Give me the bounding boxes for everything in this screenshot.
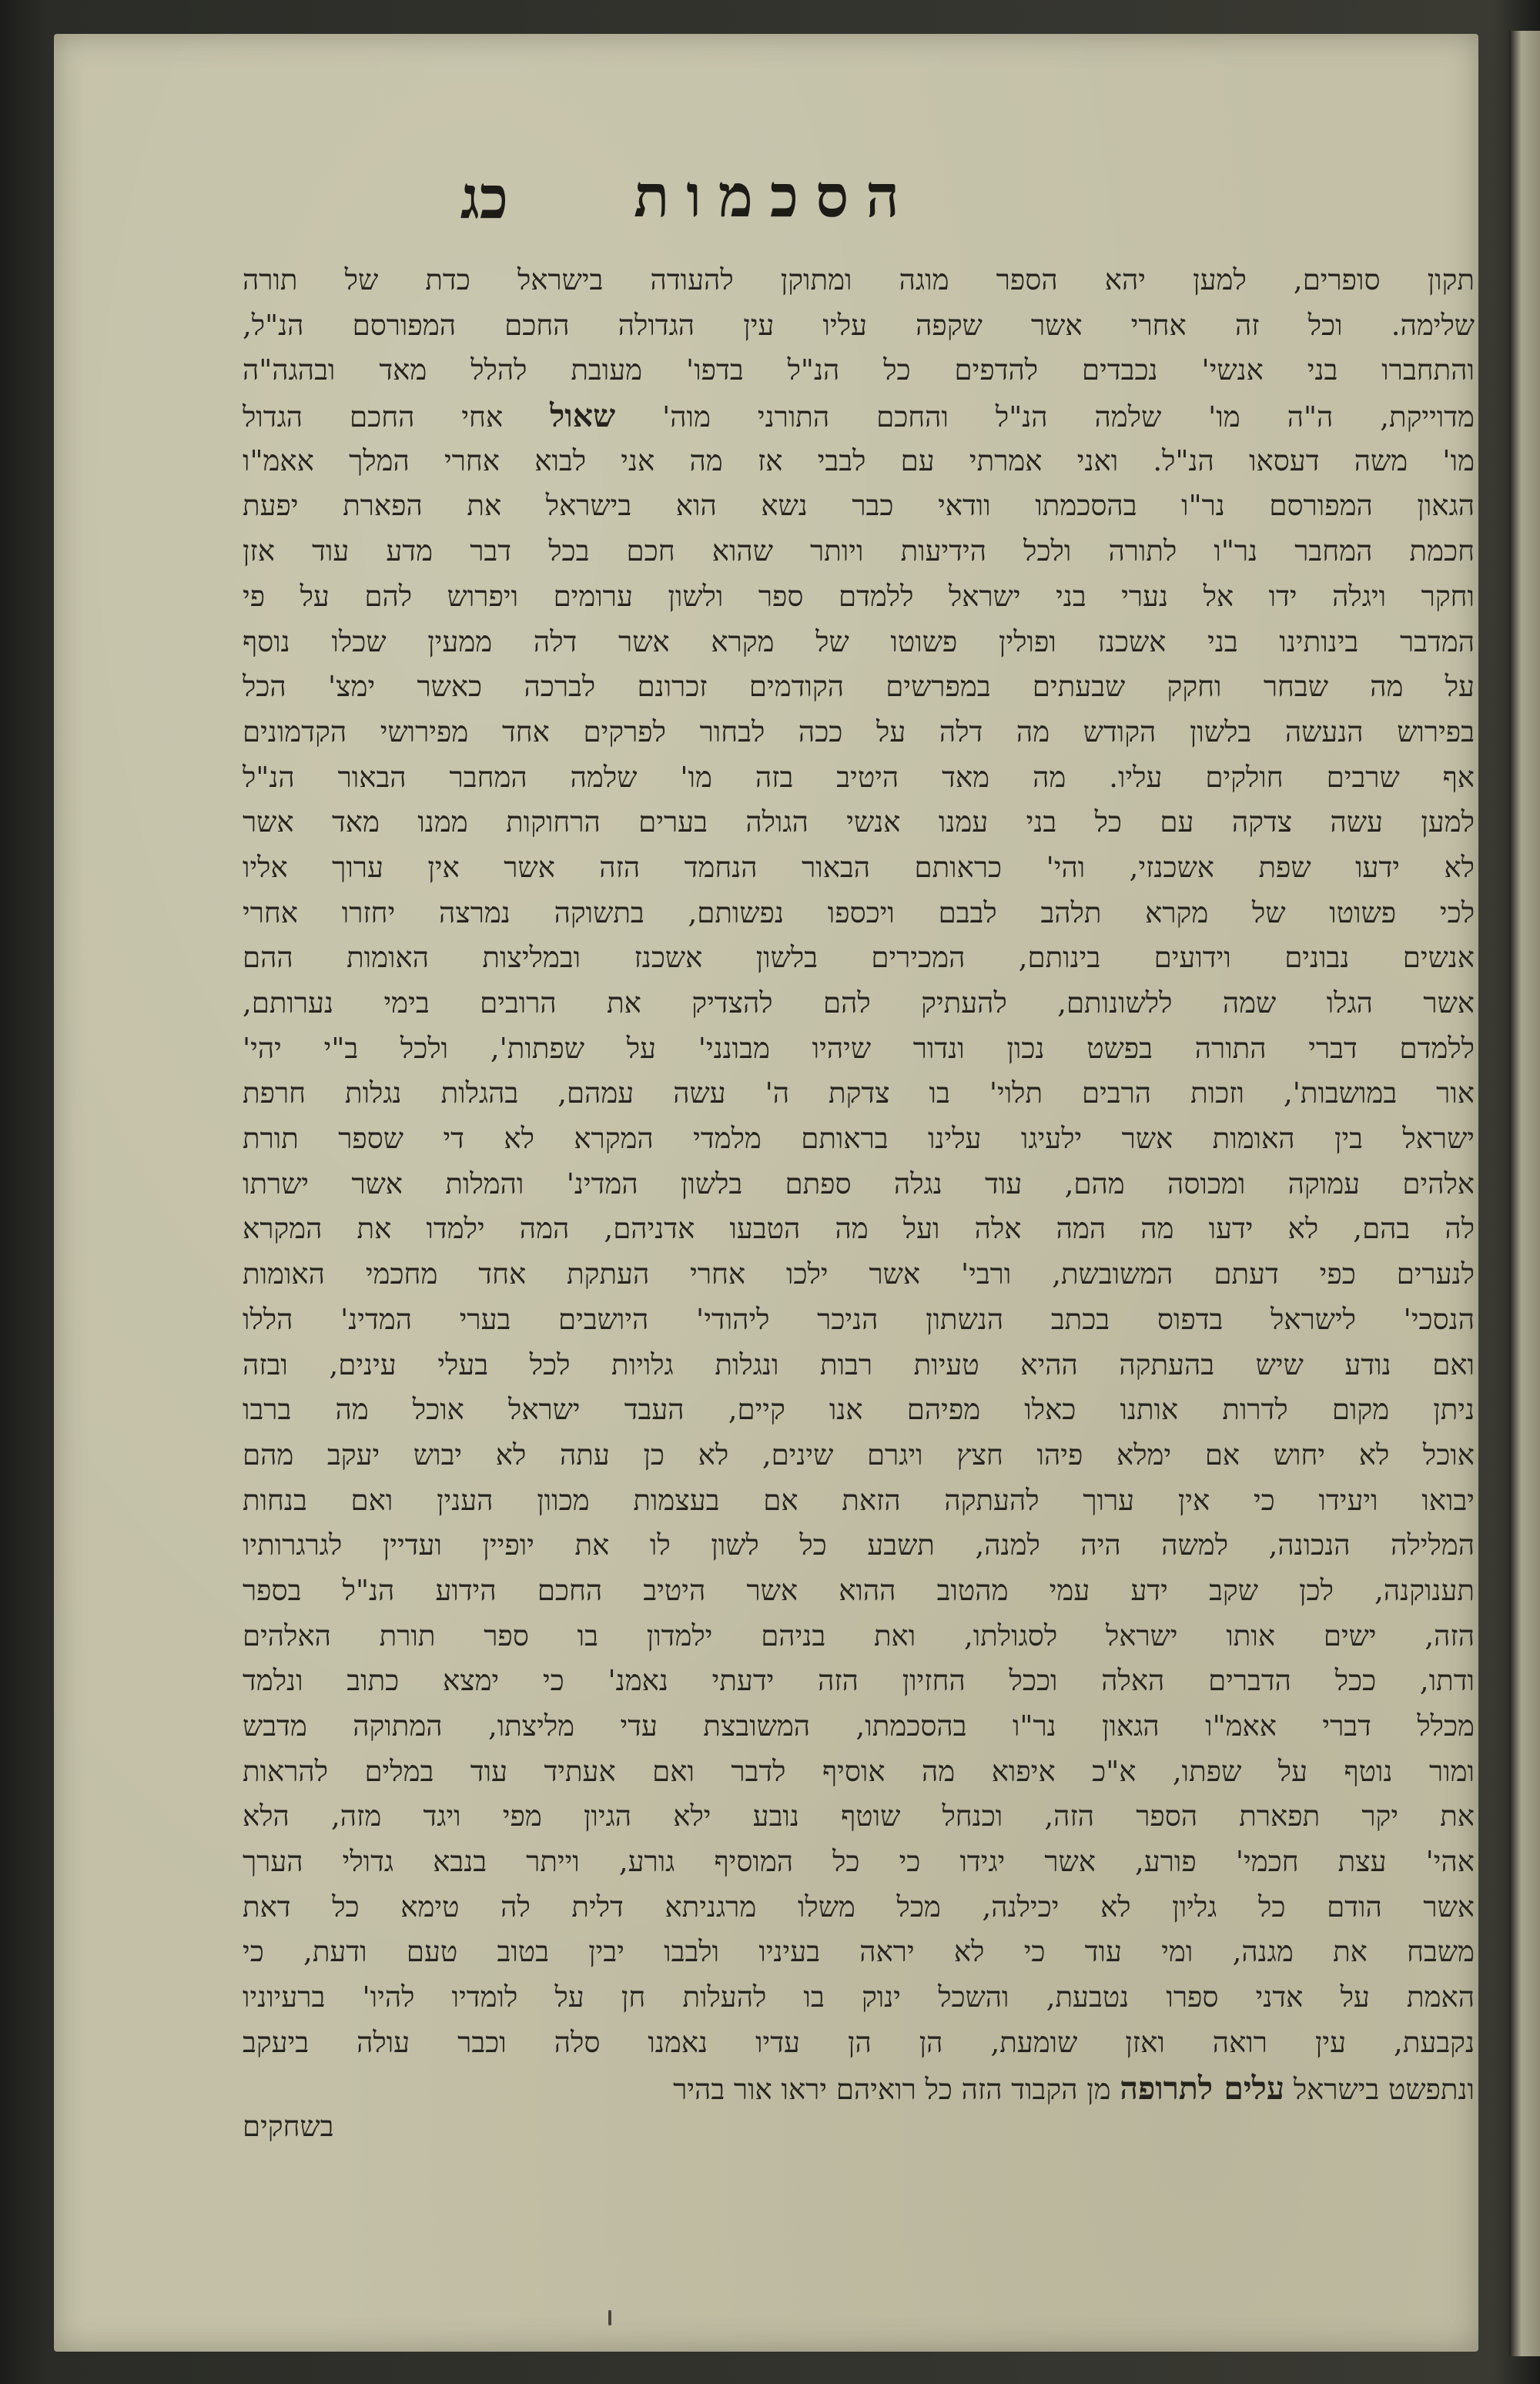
running-title: הסכמות	[634, 162, 916, 230]
text-line: וחקר ויגלה ידו אל נערי בני ישראל ללמדם ספר ולשון ערומים ויפרוש להם על פי	[243, 579, 1475, 613]
text-line: בפירוש הנעשה בלשון הקודש מה דלה על ככה לבחור לפרקים אחד מפירושי הקדמונים	[243, 715, 1475, 748]
text-line: הזה, ישים אותו ישראל לסגולתו, ואת בניהם ילמדון בו ספר תורת האלהים	[243, 1619, 1475, 1652]
text-line: אלהים עמוקה ומכוסה מהם, עוד נגלה ספתם בלשון המדינ' והמלות אשר ישרתו	[243, 1167, 1475, 1200]
text-line: מו' משה דעסאו הנ"ל. ואני אמרתי עם לבבי אז מה אני לבוא אחרי המלך אאמ"ו	[243, 444, 1475, 477]
text-line: ואם נודע שיש בהעתקה ההיא טעיות רבות ונגלות גלויות לכל בעלי עינים, ובזה	[243, 1348, 1475, 1381]
text-line: אף שרבים חולקים עליו. מה מאד היטיב בזה מו' שלמה המחבר הבאור הנ"ל	[243, 760, 1475, 794]
page-number: כג	[460, 163, 508, 232]
text-line: על מה שבחר וחקק שבעתים במפרשים הקודמים זכרונם לברכה כאשר ימצ' הכל	[243, 670, 1475, 704]
text-line: מדוייקת, ה"ה מו' שלמה הנ"ל והחכם התורני מוה' שאול אחי החכם הגדול	[243, 397, 1475, 435]
text-line: אור במושבות', וזכות הרבים תלוי' בו צדקת ה' עשה עמהם, בהגלות נגלות חרפת	[243, 1076, 1475, 1110]
text-line: משבח את מגנה, ומי עוד כי לא יראה בעיניו ולבבו יבין בטוב טעם ודעת, כי	[243, 1935, 1475, 1969]
text-line: אשר הודם כל גליון לא יכילנה, מכל משלו מרגניתא דלית לה טימא כל דאת	[243, 1890, 1475, 1924]
text-line: המלילה הנכונה, למשה היה למנה, תשבע כל לשון לו את יופיין ועדיין לגרגרותיו	[243, 1529, 1475, 1562]
text-line: תענוקנה, לכן שקב ידע עמי מהטוב ההוא אשר היטיב החכם הידוע הנ"ל בספר	[243, 1573, 1475, 1607]
text-line: ודתו, ככל הדברים האלה וככל החזיון הזה ידעתי נאמנ' כי ימצא כתוב ונלמד	[243, 1664, 1475, 1698]
text-line: הנסכי' לישראל בדפוס בכתב הנשתון הניכר ליהודי' היושבים בערי המדינ' הללו	[243, 1302, 1475, 1336]
text-line: חכמת המחבר נר"ו לתורה ולכל הידיעות ויותר שהוא חכם בכל דבר מדע עוד אזן	[243, 534, 1475, 568]
emphasized-word: עלים לתרופה	[1120, 2069, 1285, 2107]
text-line: אנשים נבונים וידועים בינותם, המכירים בלשון אשכנז ובמליצות האומות ההם	[243, 941, 1475, 975]
body-text	[243, 258, 1475, 2111]
text-line: לנערים כפי דעתם המשובשת, ורבי' אשר ילכו אחרי העתקת אחד מחכמי האומות	[243, 1257, 1475, 1291]
text-line: לא ידעו שפת אשכנזי, והי' כראותם הבאור הנחמד הזה אשר אין ערוך אליו	[243, 850, 1475, 884]
text-line: והתחברו בני אנשי' נכבדים להדפים כל הנ"ל בדפו' מעובת להלל מאד ובהגה"ה	[243, 353, 1475, 387]
text-line: תקון סופרים, למען יהא הספר מוגה ומתוקן להעודה בישראל כדת של תורה	[243, 263, 1475, 296]
text-line: יבואו ויעידו כי אין ערוך להעתקה הזאת אם בעצמות מכוון הענין ואם בנחות	[243, 1483, 1475, 1517]
text-line: ללמדם דברי התורה בפשט נכון ונדור שיהיו מבונני' על שפתות', ולכל ב"י יהי'	[243, 1031, 1475, 1065]
emphasized-word: שאול	[550, 397, 616, 435]
text-line: לכי פשוטו של מקרא תלהב לבבם ויכספו נפשותם, בתשוקה נמרצה יחזרו אחרי	[243, 896, 1475, 929]
text-line: הגאון המפורסם נר"ו בהסכמתו וודאי כבר נשא הוא בישראל את הפארת יפעת	[243, 489, 1475, 523]
text-line: אוכל לא יחוש אם ימלא פיהו חצץ ויגרם שינים, לא כן עתה לא יבוש יעקב מהם	[243, 1438, 1475, 1472]
text-line: האמת על אדני ספרו נטבעת, והשכל ינוק בו להעלות חן על לומדיו להיו' ברעיוניו	[243, 1981, 1475, 2014]
text-line: ישראל בין האומות אשר ילעיגו עלינו בראותם מלמדי המקרא לא די שספר תורת	[243, 1122, 1475, 1156]
text-line: מכלל דברי אאמ"ו הגאון נר"ו בהסכמתו, המשובצת עדי מליצתו, המתוקה מדבש	[243, 1709, 1475, 1743]
text-line: אהי' עצת חכמי' פורע, אשר יגידו כי כל המוסיף גורע, וייתר בנבא גדולי הערך	[243, 1845, 1475, 1879]
text-line: ניתן מקום לדרות אותנו כאלו מפיהם אנו קיים, העבד ישראל אוכל מה ברבו	[243, 1393, 1475, 1427]
text-line: ונתפשט בישראל עלים לתרופה מן הקבוד הזה כל רואיהם יראו אור בהיר	[673, 2069, 1475, 2107]
text-line: שלימה. וכל זה אחרי אשר שקפה עליו עין הגדולה החכם המפורסם הנ"ל,	[243, 308, 1475, 342]
text-line: לה בהם, לא ידעו מה המה אלה ועל מה הטבעו אדניהם, המה ילמדו את המקרא	[243, 1212, 1475, 1246]
text-line: נקבעת, עין רואה ואזן שומעת, הן הן עדיו נאמנו סלה וכבר עולה ביעקב	[243, 2025, 1475, 2059]
text-line: המדבר בינותינו בני אשכנז ופולין פשוטו של מקרא אשר דלה ממעין שכלו נוסף	[243, 624, 1475, 658]
catchword: בשחקים	[243, 2110, 334, 2143]
page-header	[216, 162, 1463, 246]
paper-speck	[608, 2310, 611, 2325]
text-line: למען עשה צדקה עם כל בני עמנו אנשי הגולה בערים הרחוקות ממנו מאד אשר	[243, 805, 1475, 839]
text-line: את יקר תפארת הספר הזה, וכנחל שוטף נובע ילא הגיון מפי ויגד מזה, הלא	[243, 1800, 1475, 1833]
facing-page-edge	[1509, 31, 1540, 2356]
text-line: אשר הגלו שמה ללשונותם, להעתיק להם להצדיק את הרובים בימי נערותם,	[243, 986, 1475, 1020]
text-line: ומור נוטף על שפתו, א"כ איפוא מה אוסיף לדבר ואם אעתיד עוד במלים להראות	[243, 1754, 1475, 1788]
